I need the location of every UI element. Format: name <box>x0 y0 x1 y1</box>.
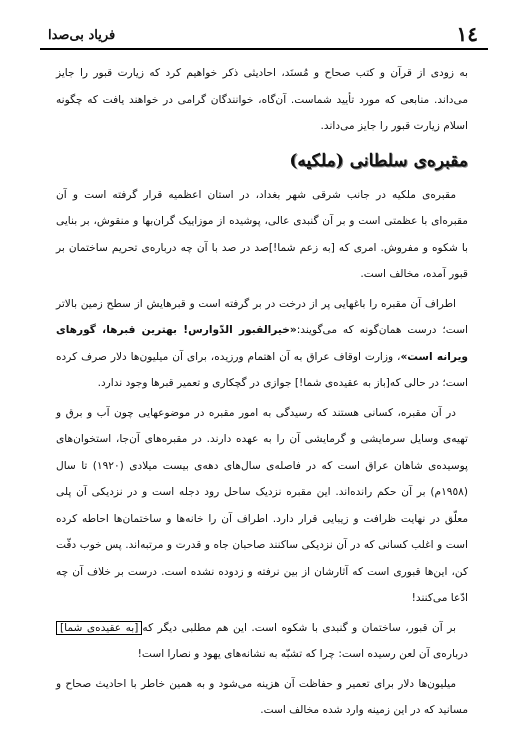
quoted-saying: «خیرالقبور الدّوارس! بهترین قبرها، گورهای ویرانه است» <box>56 324 469 363</box>
section-heading: مقبره‌ی سلطانی (ملکیه) <box>289 150 468 171</box>
paragraph-dome-text-1: بر آن قبور، ساختمان و گنبدی با شکوه است. این هم مطلبی دیگر که <box>142 621 457 634</box>
page-body <box>56 60 468 727</box>
paragraph-dome <box>56 615 468 668</box>
paragraph-gardens-text-2: ، وزارت اوقاف عراق به آن اهتمام ورزیده، برای آن میلیون‌ها دلار صرف کرده است؛ در حالی که[باز به عقیده‌ی شما!] جوازی در گچکاری و تعمیر قبرها وجود ندارد. <box>56 350 468 389</box>
paragraph-dome-text-2: درباره‌ی آن لعن رسیده است: چرا که تشبّه به نشانه‌های یهود و نصارا است! <box>137 648 468 660</box>
boxed-remark: [به عقیده‌ی شما] <box>56 621 142 635</box>
paragraph-gardens-text-1: اطراف آن مقبره را باغهایی پر از درخت در بر گرفته است و قبرهایش از سطح زمین بالاتر است؛ درست همان‌گونه که می‌گویند: <box>56 297 468 336</box>
page-number: ١٤ <box>456 22 478 46</box>
paragraph-kings: در آن مقبره، کسانی هستند که رسیدگی به امور مقبره در موضوعهایی چون آب و برق و تهیه‌ی وسایل سرمایشی و گرمایشی آن را به عهده دارند. در مقبره‌های آن‌جا، استخوان‌های پوسیده‌ی شاهان عراق است که در فاصله‌ی سال‌های دهه‌ی بیست میلادی (١٩٢٠) تا سال (١٩٥٨م) بر آن حکم رانده‌اند. این مقبره نزدیک ساحل رود دجله است و در نزدیکی آن پلی معلّق در نهایت ظرافت و زیبایی قرار دارد. اطراف آن را خانه‌ها و ساختمان‌ها احاطه کرده است و اغلب کسانی که در آن نزدیکی ساکنند صاحبان جاه و قدرت و مرتبه‌اند. پس خوب دقّت کن، این‌ها قبوری است که آثارشان از بین نرفته و زدوده نشده است. درست بر خلاف آن چه ادّعا می‌کنند! <box>56 406 468 604</box>
book-title: فرياد بی‌صدا <box>48 28 116 43</box>
page-header <box>40 20 488 50</box>
paragraph-gardens <box>56 291 468 397</box>
paragraph-description: مقبره‌ی ملکیه در جانب شرقی شهر بغداد، در استان اعظمیه قرار گرفته است و آن مقبره‌ای با عظمتی است و بر آن گنبدی عالی، پوشیده از موزاییک گران‌بها و منقوش، بر بنایی با شکوه و مفروش. امری که [به زعم شما!]صد در صد با آن چه درباره‌ی تحریم ساختمان بر قبور آمده، مخالف است. <box>56 188 468 280</box>
header-rule <box>40 48 488 50</box>
paragraph-millions: میلیون‌ها دلار برای تعمیر و حفاظت آن هزینه می‌شود و به همین خاطر با احادیث صحاح و مسانید که در این زمینه وارد شده مخالف است. <box>56 677 468 716</box>
paragraph-intro: به زودی از قرآن و کتب صحاح و مُسنَد، احادیثی ذکر خواهیم کرد که زیارت قبور را جایز می‌داند. منابعی که مورد تأیید شماست. آن‌گاه، خوانندگان گرامی در خواهند یافت که چگونه اسلام زیارت قبور را جایز می‌داند. <box>56 67 468 132</box>
